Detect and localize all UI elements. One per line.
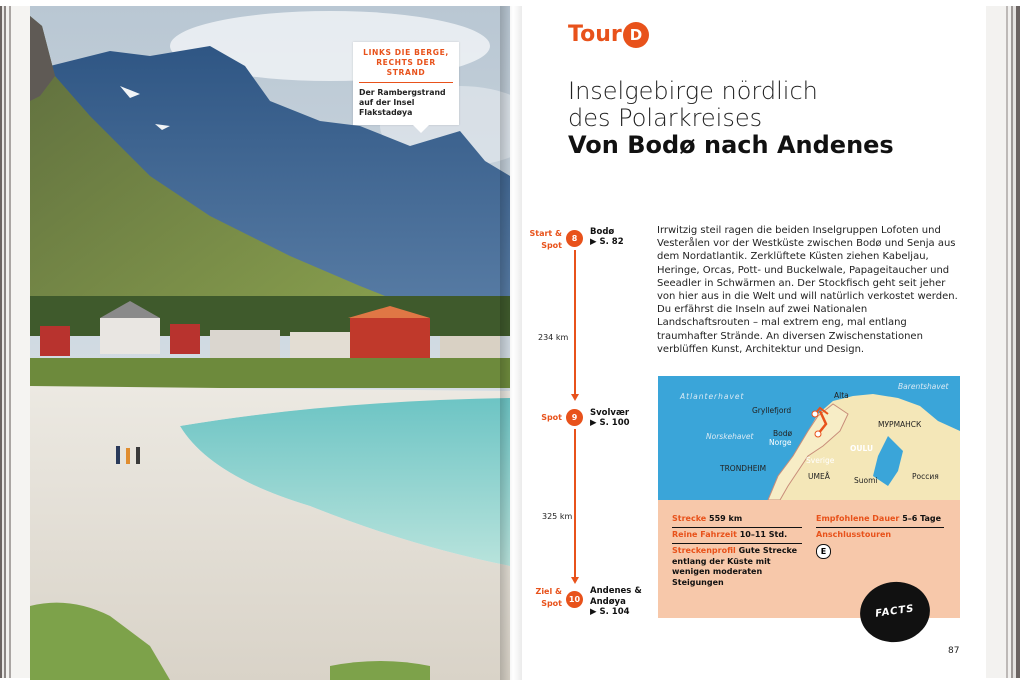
fact-profil-key: Streckenprofil [672, 546, 736, 555]
route-distance-1: 234 km [538, 333, 569, 342]
route-line-1 [574, 250, 576, 396]
headline [568, 78, 818, 132]
overview-map [658, 376, 960, 500]
fact-anschluss [816, 530, 891, 541]
fact-profil [672, 546, 804, 588]
map-label-atlanterhavet: Atlanterhavet [680, 392, 745, 401]
route-start-page: ▶ S. 82 [590, 237, 624, 247]
route-end-number: 10 [566, 591, 583, 608]
route-arrow-1 [571, 394, 579, 401]
headline-bold: Von Bodø nach Andenes [568, 131, 894, 159]
page-edges-right [986, 6, 1020, 678]
fact-strecke-value: 559 km [709, 514, 743, 523]
route-start-place: Bodø [590, 227, 615, 237]
map-label-trondheim: TRONDHEIM [720, 464, 767, 473]
route-line-2 [574, 429, 576, 579]
page-number: 87 [948, 646, 960, 656]
headline-line-1: Inselgebirge nördlich [568, 77, 818, 105]
anschluss-tour-e-link[interactable]: E [816, 544, 831, 559]
fact-dauer-key: Empfohlene Dauer [816, 514, 900, 523]
right-page [510, 6, 986, 680]
route-mid-number: 9 [566, 409, 583, 426]
callout-divider [359, 82, 453, 83]
map-label-bodo: Bodø [773, 429, 793, 438]
fact-fahrzeit-key: Reine Fahrzeit [672, 530, 737, 539]
left-page [30, 6, 510, 680]
fact-strecke [672, 514, 742, 525]
map-label-oulu: OULU [850, 444, 874, 453]
route-start-number: 8 [566, 230, 583, 247]
fact-divider [672, 527, 802, 528]
fact-dauer-value: 5–6 Tage [902, 514, 942, 523]
map-label-gryllefjord: Gryllefjord [752, 406, 792, 415]
map-label-norge: Norge [769, 438, 792, 447]
fact-profil-value: Gute Strecke entlang der Küste mit wenigen moderaten Steigungen [672, 546, 798, 587]
map-label-umea: UMEÅ [808, 472, 830, 481]
route-distance-2: 325 km [542, 512, 573, 521]
map-label-murmansk: МУРМАНСК [878, 420, 922, 429]
tour-label: Tour [568, 22, 622, 47]
route-end-page: ▶ S. 104 [590, 607, 630, 617]
facts-badge: FACTS [856, 577, 934, 646]
map-label-norskehavet: Norskehavet [706, 432, 754, 441]
fact-dauer [816, 514, 941, 525]
callout-text: Der Rambergstrand auf der Insel Flakstadøya [359, 88, 446, 117]
fact-divider [672, 543, 802, 544]
route-start-label: Start & Spot [529, 229, 562, 250]
map-label-suomi: Suomi [854, 476, 878, 485]
map-label-barentshavet: Barentshavet [898, 382, 949, 391]
route-arrow-2 [571, 577, 579, 584]
fact-divider [816, 527, 944, 528]
intro-text: Irrwitzig steil ragen die beiden Inselgruppen Lofoten und Vesterålen vor der Westküste zwischen Bodø und Senja aus dem Nordatlantik. Zerklüftete Küsten ziehen Kabeljau, Heringe, Orcas, Pott- und Buckelwale, Papageitaucher und Seeadler in Schwärmen an. Der Stockfisch geht seit jeher von hier aus in die Welt und will natürlich verkostet werden. Du erfährst die Inseln auf zwei Nationalen Landschaftsrouten – mal extrem eng, mal entlang traumhafter Strände. An diversen Zwischenstationen verblüffen Kunst, Architektur und Design. [657, 225, 958, 355]
route-end-place: Andenes & Andøya [590, 586, 642, 607]
fact-fahrzeit-value: 10–11 Std. [739, 530, 788, 539]
map-label-alta: Alta [834, 391, 849, 400]
route-mid-place: Svolvær [590, 408, 630, 418]
fact-strecke-key: Strecke [672, 514, 707, 523]
book-spine-shadow [500, 6, 522, 680]
photo-caption-callout [353, 42, 459, 125]
headline-line-2: des Polarkreises [568, 104, 763, 132]
route-mid-page: ▶ S. 100 [590, 418, 630, 428]
page-edges-left [0, 6, 30, 678]
callout-title: LINKS DIE BERGE, RECHTS DER STRAND [363, 48, 449, 77]
map-label-russia: Россия [912, 472, 939, 481]
tour-letter-badge: D [623, 22, 649, 48]
route-mid-label: Spot [541, 413, 562, 422]
fact-anschluss-key: Anschlusstouren [816, 530, 892, 539]
fact-fahrzeit [672, 530, 787, 541]
map-label-sverige: Sverige [806, 456, 835, 465]
route-end-label: Ziel & Spot [535, 587, 562, 608]
